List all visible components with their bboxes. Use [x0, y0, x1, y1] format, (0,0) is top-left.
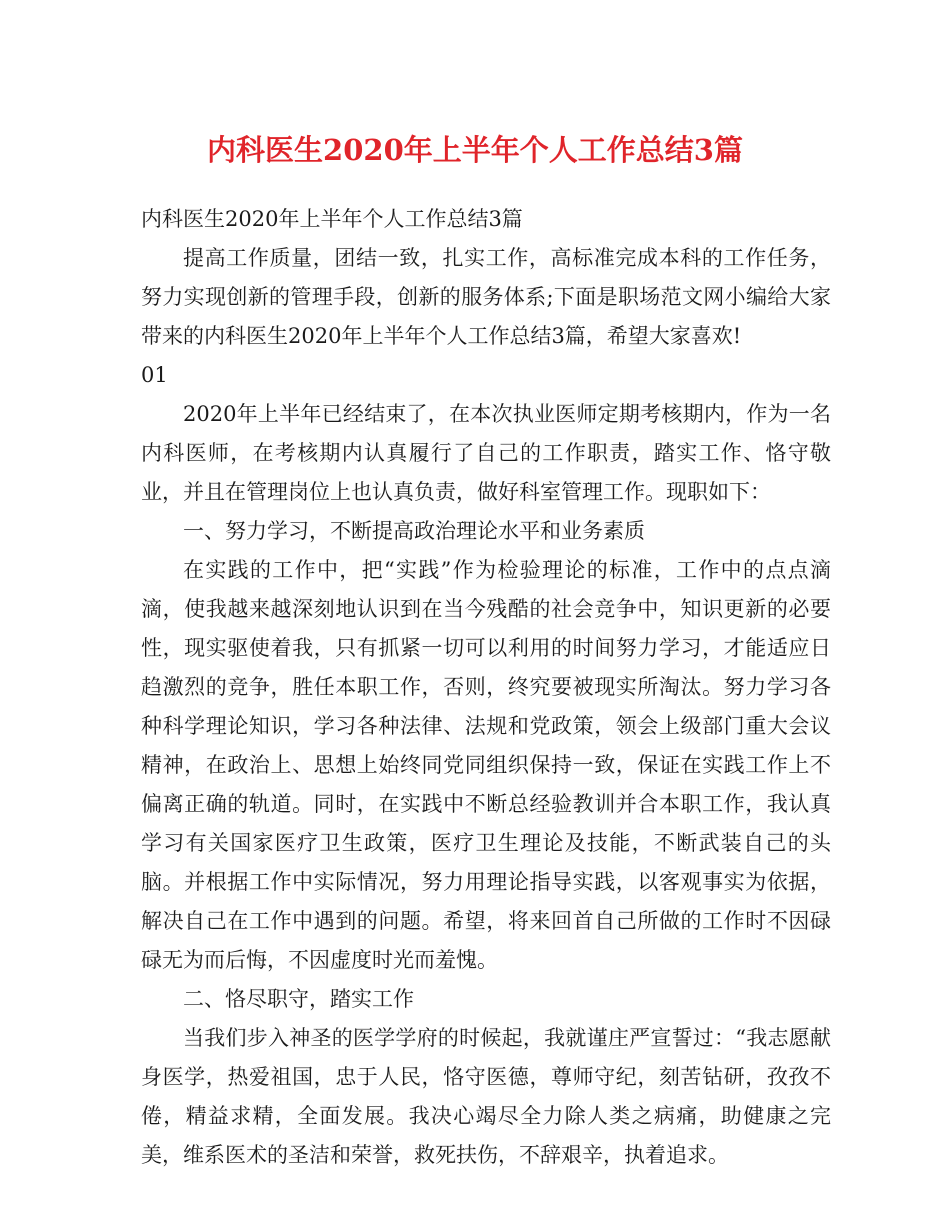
section-heading-2: 二、恪尽职守，踏实工作	[183, 987, 414, 1011]
paragraph-study: 在实践的工作中，把“实践”作为检验理论的标准，工作中的点点滴滴，使我越来越深刻地认识到在当今残酷的社会竞争中，知识更新的必要性，现实驱使着我，只有抓紧一切可以利用的时间努力学习，才能适应日趋激烈的竞争，胜任本职工作，否则，终究要被现实所淘汰。努力学习各种科学理论知识，学习各种法律、法规和党政策，领会上级部门重大会议精神，在政治上、思想上始终同党同组织保持一致，保证在实践工作上不偏离正确的轨道。同时，在实践中不断总经验教训并合本职工作，我认真学习有关国家医疗卫生政策，医疗卫生理论及技能，不断武装自己的头脑。并根据工作中实际情况，努力用理论指导实践，以客观事实为依据，解决自己在工作中遇到的问题。希望，将来回首自己所做的工作时不因碌碌无为而后悔，不因虚度时光而羞愧。	[141, 558, 831, 972]
document-body	[141, 200, 831, 1175]
paragraph-heading-repeat: 内科医生2020年上半年个人工作总结3篇	[141, 207, 523, 231]
paragraph-oath: 当我们步入神圣的医学学府的时候起，我就谨庄严宣誓过：“我志愿献身医学，热爱祖国，忠于人民，恪守医德，尊师守纪，刻苦钻研，孜孜不倦，精益求精，全面发展。我决心竭尽全力除人类之病痛，助健康之完美，维系医术的圣洁和荣誉，救死扶伤，不辞艰辛，执着追求。	[141, 1026, 831, 1167]
paragraph-intro: 提高工作质量，团结一致，扎实工作，高标准完成本科的工作任务，努力实现创新的管理手段，创新的服务体系;下面是职场范文网小编给大家带来的内科医生2020年上半年个人工作总结3篇，希望大家喜欢!	[141, 246, 831, 348]
document-title: 内科医生2020年上半年个人工作总结3篇	[207, 133, 743, 167]
section-heading-1: 一、努力学习，不断提高政治理论水平和业务素质	[183, 519, 645, 543]
section-number: 01	[141, 363, 168, 387]
paragraph-opening: 2020年上半年已经结束了，在本次执业医师定期考核期内，作为一名内科医师，在考核期内认真履行了自己的工作职责，踏实工作、恪守敬业，并且在管理岗位上也认真负责，做好科室管理工作。现职如下：	[141, 402, 831, 504]
